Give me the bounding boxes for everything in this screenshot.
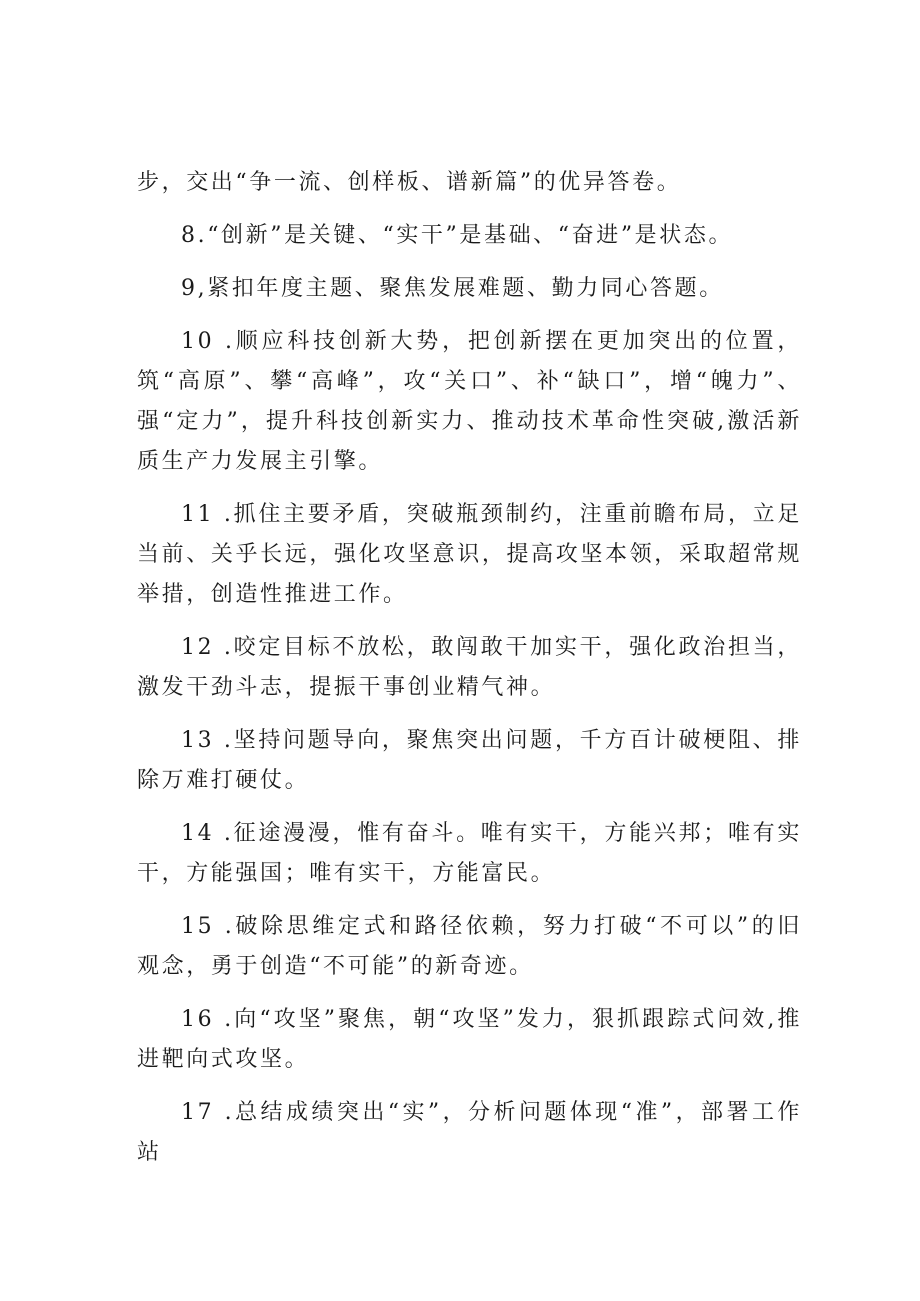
paragraph-item-12: 12 .咬定目标不放松，敢闯敢干加实干，强化政治担当，激发干劲斗志，提振干事创业精气神。 xyxy=(137,635,802,700)
paragraph-item-8: 8.“创新”是关键、“实干”是基础、“奋进”是状态。 xyxy=(181,223,734,248)
paragraph-continuation: 步，交出“争一流、创样板、谱新篇”的优异答卷。 xyxy=(137,170,682,195)
paragraph-item-13: 13 .坚持问题导向，聚焦突出问题，千方百计破梗阻、排除万难打硬仗。 xyxy=(137,728,802,793)
paragraph-item-17: 17 .总结成绩突出“实”，分析问题体现“准”，部署工作站 xyxy=(137,1100,802,1165)
paragraph-item-14: 14 .征途漫漫，惟有奋斗。唯有实干，方能兴邦；唯有实干，方能强国；唯有实干，方能富民。 xyxy=(137,821,802,886)
paragraph-item-9: 9,紧扣年度主题、聚焦发展难题、勤力同心答题。 xyxy=(181,276,724,301)
document-body xyxy=(137,163,802,1186)
paragraph-item-16: 16 .向“攻坚”聚焦，朝“攻坚”发力，狠抓跟踪式问效,推进靶向式攻坚。 xyxy=(137,1007,802,1072)
paragraph-item-10: 10 .顺应科技创新大势，把创新摆在更加突出的位置，筑“高原”、攀“高峰”，攻“关口”、补“缺口”，增“魄力”、强“定力”，提升科技创新实力、推动技术革命性突破,激活新质生产力发展主引擎。 xyxy=(137,329,802,474)
paragraph-item-15: 15 .破除思维定式和路径依赖，努力打破“不可以”的旧观念，勇于创造“不可能”的新奇迹。 xyxy=(137,914,802,979)
paragraph-item-11: 11 .抓住主要矛盾，突破瓶颈制约，注重前瞻布局，立足当前、关乎长远，强化攻坚意识，提高攻坚本领，采取超常规举措，创造性推进工作。 xyxy=(137,502,802,607)
